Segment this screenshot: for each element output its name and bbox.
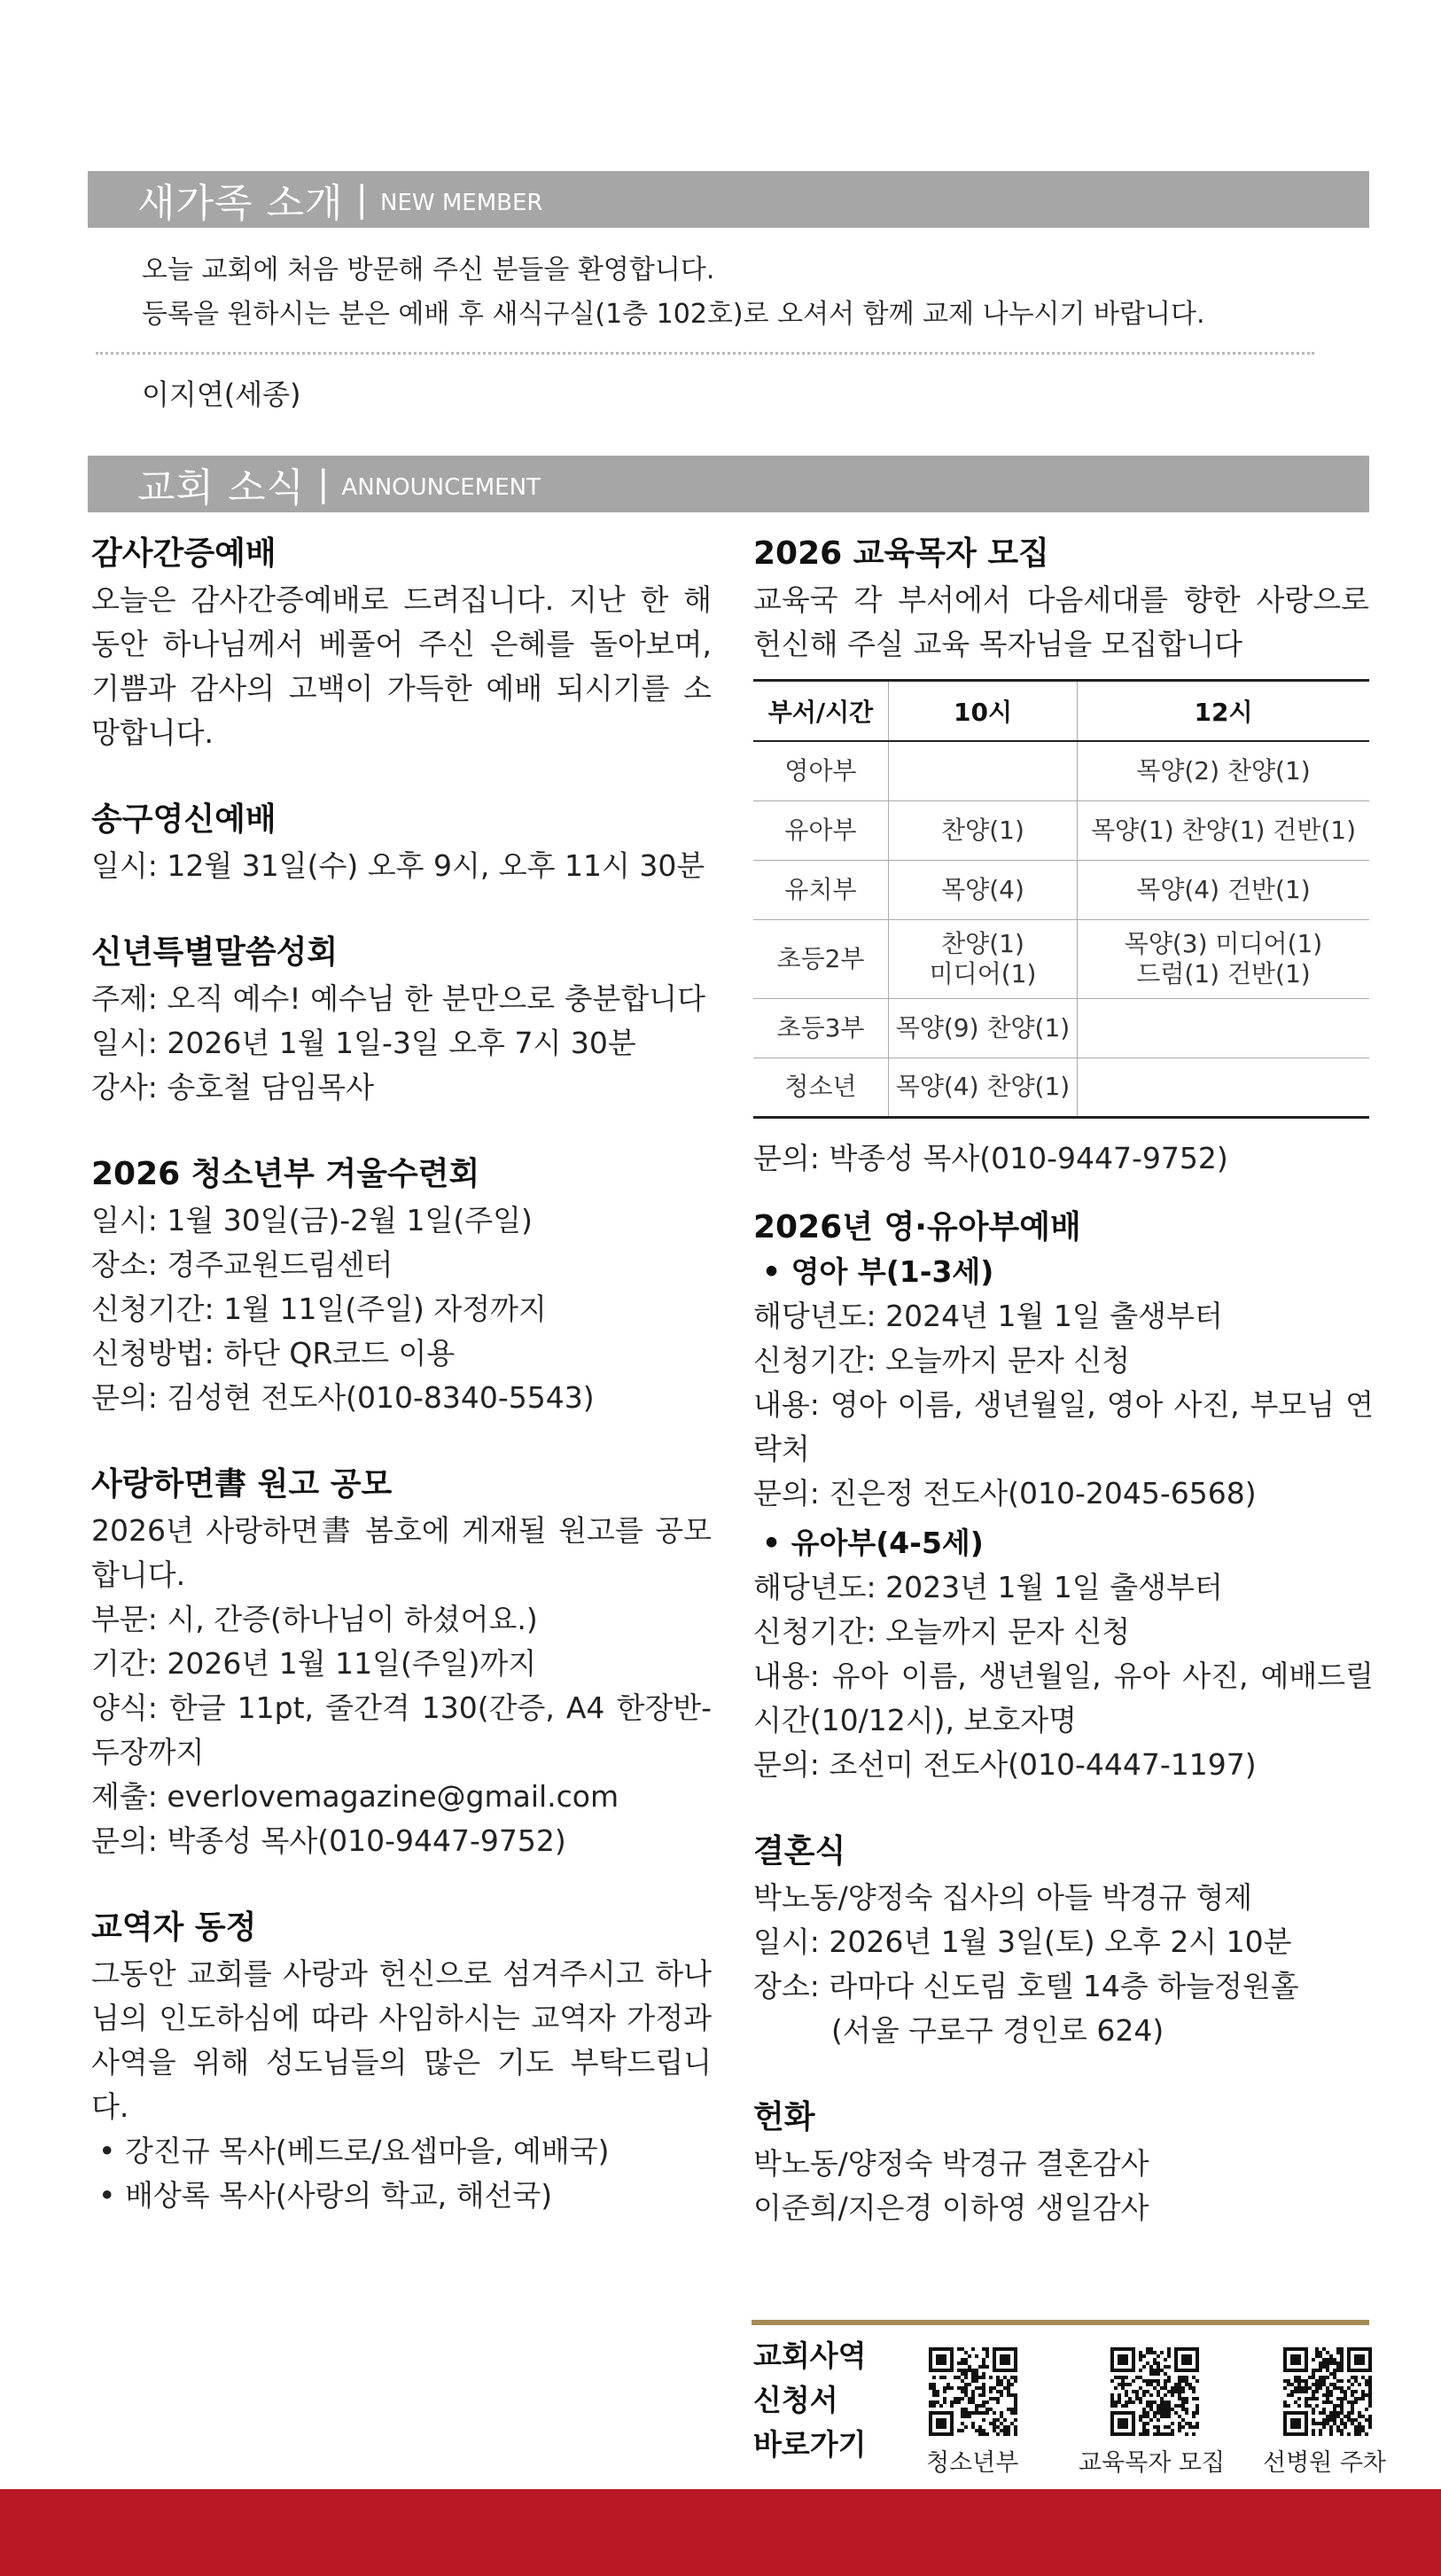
table-cell: 찬양(1) 미디어(1) [889, 919, 1078, 998]
item-title: 결혼식 [753, 1832, 846, 1870]
section-title: 새가족 소개 [137, 181, 344, 226]
table-cell: 목양(4) [889, 860, 1078, 919]
item-title: 신년특별말씀성회 [91, 934, 339, 971]
table-cell: 목양(2) 찬양(1) [1078, 741, 1370, 800]
intro-line: 오늘 교회에 처음 방문해 주신 분들을 환영합니다. [142, 254, 715, 285]
item-line: 신청방법: 하단 QR코드 이용 [91, 1336, 456, 1370]
new-member-header [88, 171, 1369, 228]
table-row [753, 741, 1369, 800]
new-member-name: 이지연(세종) [142, 378, 301, 411]
item-line: 문의: 김성현 전도사(010-8340-5543) [91, 1380, 595, 1415]
qr-edu-shepherd[interactable] [1110, 2347, 1199, 2436]
qr-parking[interactable] [1283, 2347, 1372, 2436]
table-cell: 찬양(1) [889, 800, 1078, 860]
essay-contest [91, 1463, 712, 1863]
item-line: 해당년도: 2023년 1월 1일 출생부터 [753, 1569, 1223, 1604]
recruit-table [753, 679, 1369, 1119]
qr-label-line: 바로가기 [753, 2427, 867, 2462]
table-row [753, 800, 1369, 860]
item-body: 교육국 각 부서에서 다음세대를 향한 사랑으로 헌신해 주실 교육 목자님을 모집합니다 [753, 582, 1369, 661]
item-line: 내용: 영아 이름, 생년월일, 영아 사진, 부모님 연락처 [753, 1386, 1374, 1466]
item-line: 해당년도: 2024년 1월 1일 출생부터 [753, 1298, 1223, 1333]
item-line: 주제: 오직 예수! 예수님 한 분만으로 충분합니다 [91, 981, 705, 1016]
wedding [753, 1830, 1374, 2053]
table-cell [889, 741, 1078, 800]
item-line: 문의: 진은정 전도사(010-2045-6568) [753, 1475, 1257, 1510]
qr-caption: 선병원 주차 [1263, 2449, 1386, 2477]
qr-label [753, 2334, 867, 2467]
infant-worship [753, 1206, 1374, 1787]
section-title: 교회 소식 [137, 465, 306, 511]
item-line: 박노동/양정숙 박경규 결혼감사 [753, 2145, 1149, 2181]
table-row [753, 919, 1369, 998]
left-column [91, 532, 712, 2218]
table-cell: 초등2부 [753, 919, 889, 998]
item-body: 오늘은 감사간증예배로 드려집니다. 지난 한 해 동안 하나님께서 베풀어 주신 은혜를 돌아보며, 기쁨과 감사의 고백이 가득한 예배 되시기를 소망합니다. [91, 582, 712, 750]
item-line: 일시: 2026년 1월 1일-3일 오후 7시 30분 [91, 1026, 636, 1060]
item-title: 2026년 영·유아부예배 [753, 1208, 1081, 1245]
item-subtitle: • 유아부(4-5세) [762, 1525, 984, 1560]
flowers [753, 2096, 1374, 2230]
table-cell: 청소년 [753, 1058, 889, 1117]
item-title: 송구영신예배 [91, 801, 277, 838]
item-title: 사랑하면書 원고 공모 [91, 1466, 393, 1503]
title-separator: | [355, 179, 368, 220]
table-cell: 초등3부 [753, 998, 889, 1058]
newyear-eve-worship [91, 798, 712, 888]
intro-line: 등록을 원하시는 분은 예배 후 새식구실(1층 102호)로 오셔서 함께 교제 나누시기 바랍니다. [142, 299, 1205, 330]
footer-bar [0, 2489, 1441, 2576]
section-subtitle: NEW MEMBER [380, 190, 543, 216]
list-item: • 강진규 목사(베드로/요셉마을, 예배국) [98, 2134, 610, 2168]
item-line: 일시: 12월 31일(수) 오후 9시, 오후 11시 30분 [91, 848, 705, 883]
table-cell: 목양(3) 미디어(1) 드럼(1) 건반(1) [1078, 919, 1370, 998]
item-title: 감사간증예배 [91, 535, 277, 572]
qr-label-line: 신청서 [753, 2383, 838, 2417]
item-line: 문의: 박종성 목사(010-9447-9752) [91, 1823, 566, 1858]
item-line: 내용: 유아 이름, 생년월일, 유아 사진, 예배드릴 시간(10/12시), 보호자명 [753, 1658, 1374, 1737]
winter-retreat [91, 1152, 712, 1420]
gold-divider [752, 2320, 1369, 2325]
item-title: 2026 교육목자 모집 [753, 535, 1049, 572]
column-header: 부서/시간 [753, 681, 889, 742]
list-item: • 배상록 목사(사랑의 학교, 해선국) [98, 2178, 553, 2213]
item-subtitle: • 영아 부(1-3세) [762, 1253, 994, 1289]
item-title: 교역자 동정 [91, 1909, 257, 1946]
table-row [753, 860, 1369, 919]
item-line: 일시: 1월 30일(금)-2월 1일(주일) [91, 1203, 533, 1237]
item-line: 2026년 사랑하면書 봄호에 게재될 원고를 공모 합니다. [91, 1513, 712, 1592]
item-line: 부문: 시, 간증(하나님이 하셨어요.) [91, 1602, 538, 1636]
item-line: 강사: 송호철 담임목사 [91, 1070, 374, 1105]
announcement-header [88, 456, 1369, 512]
table-row [753, 998, 1369, 1058]
title-separator: | [317, 464, 330, 504]
qr-youth[interactable] [929, 2347, 1017, 2436]
dotted-divider [96, 352, 1314, 355]
item-line: 문의: 조선미 전도사(010-4447-1197) [753, 1746, 1257, 1782]
item-line: 기간: 2026년 1월 11일(주일)까지 [91, 1646, 537, 1681]
table-cell: 영아부 [753, 741, 889, 800]
section-subtitle: ANNOUNCEMENT [341, 474, 541, 501]
column-header: 12시 [1078, 681, 1370, 742]
item-title: 2026 청소년부 겨울수련회 [91, 1156, 480, 1192]
item-line: 장소: 라마다 신도림 호텔 14층 하늘정원홀 [753, 1968, 1299, 2003]
item-line: 신청기간: 오늘까지 문자 신청 [753, 1613, 1131, 1649]
table-cell: 목양(4) 찬양(1) [889, 1058, 1078, 1117]
table-cell: 목양(1) 찬양(1) 건반(1) [1078, 800, 1370, 860]
table-cell: 유아부 [753, 800, 889, 860]
item-title: 헌화 [753, 2098, 815, 2135]
special-revival [91, 931, 712, 1110]
item-line: 문의: 박종성 목사(010-9447-9752) [753, 1140, 1228, 1175]
table-header-row [753, 681, 1369, 742]
item-line: (서울 구로구 경인로 624) [831, 2012, 1164, 2048]
column-header: 10시 [889, 681, 1078, 742]
right-column [753, 532, 1374, 2230]
qr-caption: 교육목자 모집 [1079, 2449, 1226, 2477]
new-member-intro [142, 248, 1205, 337]
table-row [753, 1058, 1369, 1117]
item-line: 장소: 경주교원드림센터 [91, 1247, 393, 1282]
item-line: 일시: 2026년 1월 3일(토) 오후 2시 10분 [753, 1924, 1292, 1959]
table-cell: 목양(4) 건반(1) [1078, 860, 1370, 919]
item-line: 양식: 한글 11pt, 줄간격 130(간증, A4 한장반-두장까지 [91, 1690, 712, 1769]
thanks-worship [91, 532, 712, 755]
email-text: 제출: everlovemagazine@gmail.com [91, 1779, 619, 1814]
table-cell: 유치부 [753, 860, 889, 919]
edu-shepherd-recruit [753, 532, 1374, 1181]
item-line: 박노동/양정숙 집사의 아들 박경규 형제 [753, 1879, 1253, 1915]
pastor-news [91, 1906, 712, 2218]
item-body: 그동안 교회를 사랑과 헌신으로 섬겨주시고 하나님의 인도하심에 따라 사임하시는 교역자 가정과 사역을 위해 성도님들의 많은 기도 부탁드립니다. [91, 1956, 712, 2124]
item-line: 이준희/지은경 이하영 생일감사 [753, 2190, 1149, 2225]
qr-label-line: 교회사역 [753, 2338, 867, 2373]
item-line: 신청기간: 오늘까지 문자 신청 [753, 1342, 1131, 1378]
table-cell [1078, 1058, 1370, 1117]
item-line: 신청기간: 1월 11일(주일) 자정까지 [91, 1292, 547, 1326]
table-cell: 목양(9) 찬양(1) [889, 998, 1078, 1058]
table-cell [1078, 998, 1370, 1058]
qr-caption: 청소년부 [926, 2449, 1019, 2477]
